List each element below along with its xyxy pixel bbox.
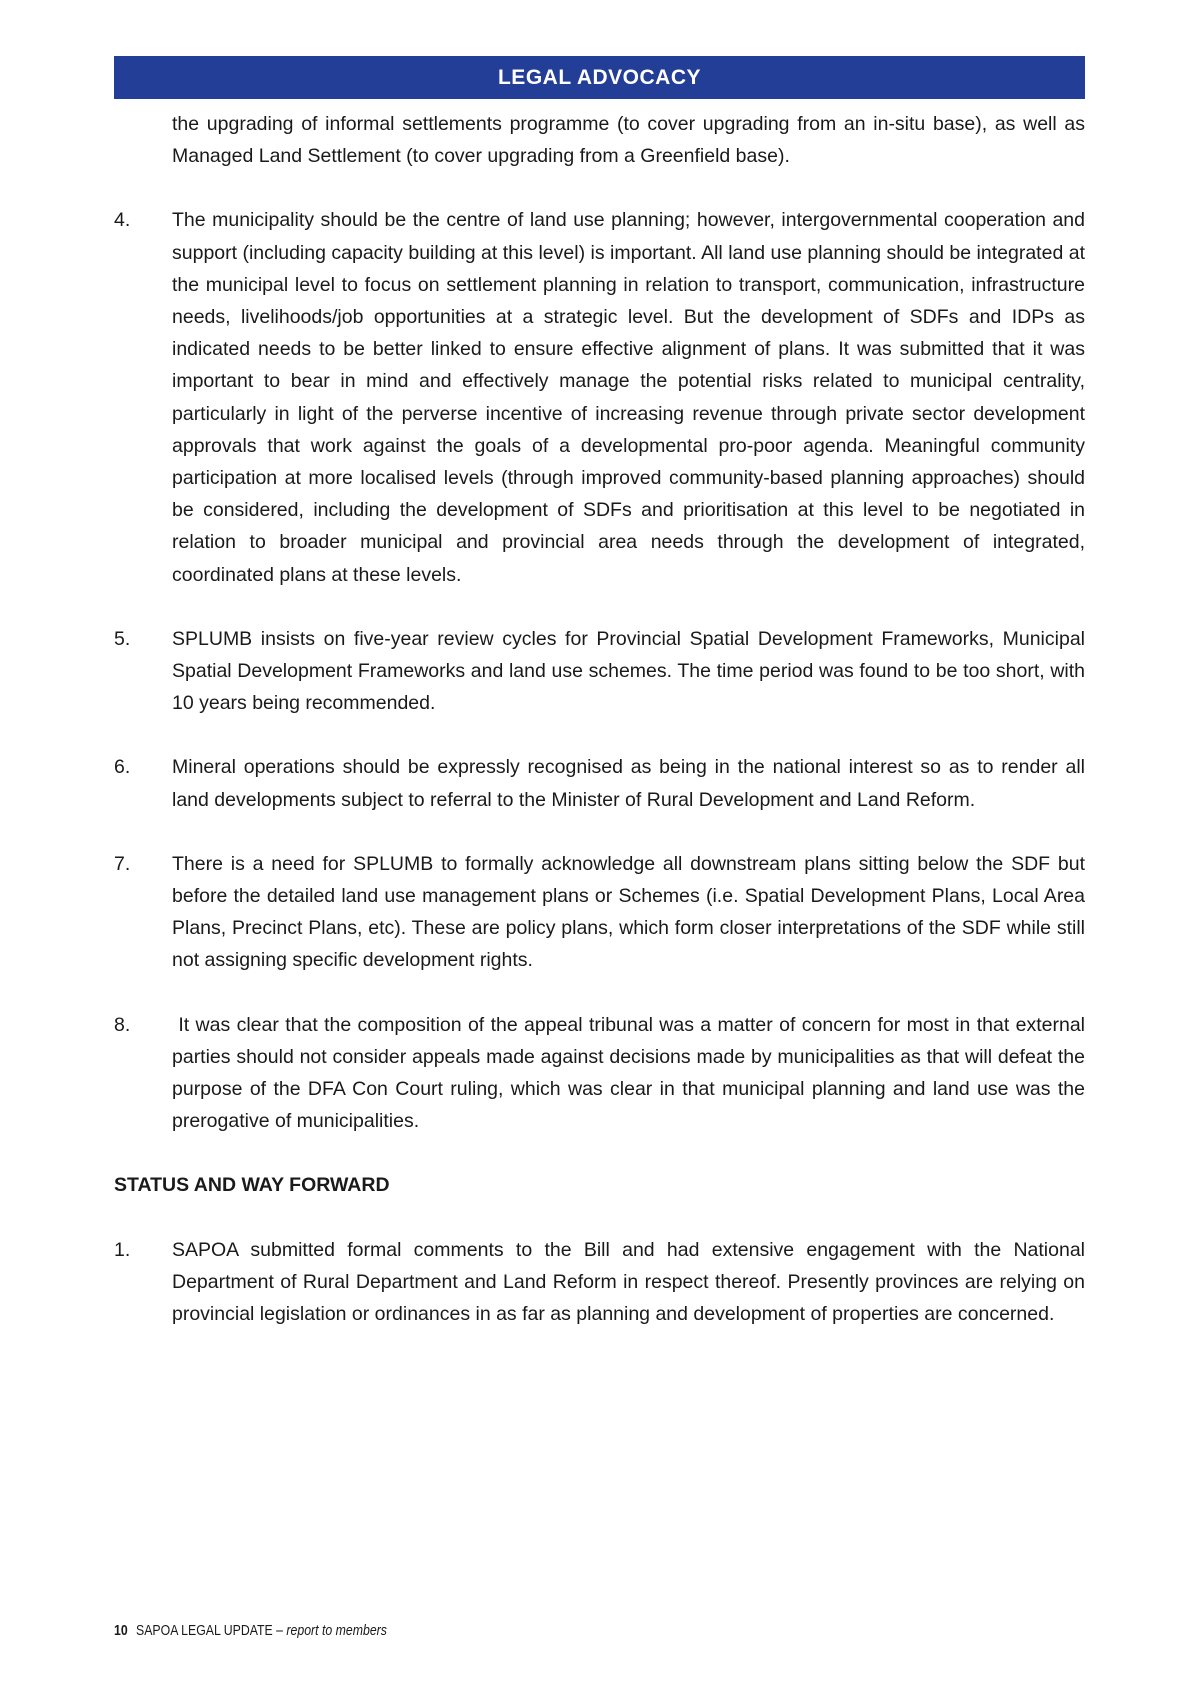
status-section-heading: STATUS AND WAY FORWARD [114,1174,390,1197]
section-header-bar [114,56,1085,99]
list-item [114,751,1085,815]
list-item-text: SAPOA submitted formal comments to the Bill and had extensive engagement with the National Department of Rural Department and Land Reform in respect thereof. Presently provinces are relying on provincial legislation or ordinances in as far as planning and development of properties are concerned. [172,1238,1085,1326]
list-item [114,1234,1085,1331]
list-item-text: SPLUMB insists on five-year review cycles for Provincial Spatial Development Frameworks, Municipal Spatial Development Frameworks and land use schemes. The time period was found to be too short, with 10 years being recommended. [172,627,1085,715]
page-footer [114,1622,387,1639]
page-number: 10 [114,1622,128,1639]
publication-name: SAPOA LEGAL UPDATE – [136,1622,284,1639]
list-item [114,204,1085,590]
section-title: LEGAL ADVOCACY [497,65,701,89]
list-item [114,1009,1091,1138]
list-item-number: 4. [114,209,131,232]
document-body [114,108,1091,1330]
list-item-number: 6. [114,756,131,779]
list-item [114,848,1085,977]
publication-subtitle: report to members [286,1622,387,1639]
list-item-text: Mineral operations should be expressly recognised as being in the national interest so as to render all land developments subject to referral to the Minister of Rural Development and Land Reform. [172,756,1085,811]
continuation-paragraph: the upgrading of informal settlements programme (to cover upgrading from an in-situ base), as well as Managed Land Settlement (to cover upgrading from a Greenfield base). [172,113,1085,168]
list-item-text: The municipality should be the centre of land use planning; however, intergovernmental cooperation and support (including capacity building at this level) is important. All land use planning should be integrated at the municipal level to focus on settlement planning in relation to transport, communication, infrastructure needs, livelihoods/job opportunities at a strategic level. But the development of SDFs and IDPs as indicated needs to be better linked to ensure effective alignment of plans. It was submitted that it was important to bear in mind and effectively manage the potential risks related to municipal centrality, particularly in light of the perverse incentive of increasing revenue through private sector development approvals that work against the goals of a developmental pro-poor agenda. Meaningful community participation at more localised levels (through improved community-based planning approaches) should be considered, including the development of SDFs and prioritisation at this level to be negotiated in relation to broader municipal and provincial area needs through the development of integrated, coordinated plans at these levels. [172,209,1085,586]
list-item-number: 7. [114,852,131,875]
list-item-number: 5. [114,627,131,650]
list-item-number: 8. [114,1013,131,1036]
list-item-number: 1. [114,1238,131,1261]
list-item-text: It was clear that the composition of the appeal tribunal was a matter of concern for most in that external parties should not consider appeals made against decisions made by municipalities as that will defeat the purpose of the DFA Con Court ruling, which was clear in that municipal planning and land use was the prerogative of municipalities. [172,1013,1091,1133]
list-item-text: There is a need for SPLUMB to formally acknowledge all downstream plans sitting below the SDF but before the detailed land use management plans or Schemes (i.e. Spatial Development Plans, Local Area Plans, Precinct Plans, etc). These are policy plans, which form closer interpretations of the SDF while still not assigning specific development rights. [172,852,1085,972]
list-item [114,623,1085,720]
